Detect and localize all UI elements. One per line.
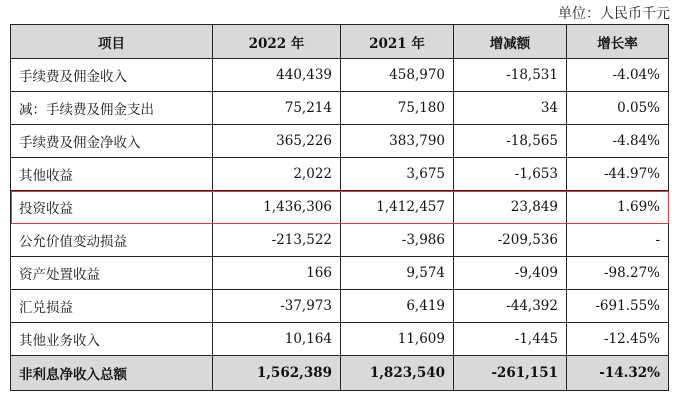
row-2022: 10,164: [213, 323, 341, 356]
row-item: 汇兑损益: [11, 290, 213, 323]
row-item: 其他业务收入: [11, 323, 213, 356]
row-rate: -44.97%: [567, 158, 669, 191]
row-change: -44,392: [454, 290, 567, 323]
row-change: -1,653: [454, 158, 567, 191]
header-change: 增减额: [454, 25, 567, 59]
row-2021: 11,609: [341, 323, 454, 356]
row-item: 投资收益: [11, 191, 213, 224]
row-item: 减：手续费及佣金支出: [11, 92, 213, 125]
financial-table: [10, 24, 669, 391]
row-item: 其他收益: [11, 158, 213, 191]
row-2022: 2,022: [213, 158, 341, 191]
row-change: -18,565: [454, 125, 567, 158]
row-2022: 440,439: [213, 59, 341, 92]
table-row: [11, 125, 669, 158]
row-2021: 1,412,457: [341, 191, 454, 224]
row-rate: -12.45%: [567, 323, 669, 356]
row-rate: -4.84%: [567, 125, 669, 158]
row-change: -1,445: [454, 323, 567, 356]
total-change: -261,151: [454, 356, 567, 391]
row-2022: 365,226: [213, 125, 341, 158]
row-rate: -4.04%: [567, 59, 669, 92]
row-rate: 1.69%: [567, 191, 669, 224]
row-item: 资产处置收益: [11, 257, 213, 290]
row-2021: 458,970: [341, 59, 454, 92]
total-rate: -14.32%: [567, 356, 669, 391]
row-2022: -37,973: [213, 290, 341, 323]
header-rate: 增长率: [567, 25, 669, 59]
row-change: 34: [454, 92, 567, 125]
table-row: [11, 59, 669, 92]
row-2021: 9,574: [341, 257, 454, 290]
row-2022: -213,522: [213, 224, 341, 257]
table-row: [11, 158, 669, 191]
table-total-row: [11, 356, 669, 391]
row-2022: 1,436,306: [213, 191, 341, 224]
row-2021: 3,675: [341, 158, 454, 191]
row-item: 公允价值变动损益: [11, 224, 213, 257]
row-rate: -691.55%: [567, 290, 669, 323]
row-change: 23,849: [454, 191, 567, 224]
unit-label: 单位：人民币千元: [558, 6, 670, 22]
table-row: [11, 257, 669, 290]
header-item: 项目: [11, 25, 213, 59]
row-2022: 75,214: [213, 92, 341, 125]
table-row: [11, 290, 669, 323]
table-row: [11, 92, 669, 125]
header-2022: 2022 年: [213, 25, 341, 59]
total-item: 非利息净收入总额: [11, 356, 213, 391]
row-rate: -: [567, 224, 669, 257]
row-change: -209,536: [454, 224, 567, 257]
table-row: [11, 224, 669, 257]
header-2021: 2021 年: [341, 25, 454, 59]
row-rate: 0.05%: [567, 92, 669, 125]
row-2022: 166: [213, 257, 341, 290]
row-2021: 75,180: [341, 92, 454, 125]
total-2022: 1,562,389: [213, 356, 341, 391]
row-2021: -3,986: [341, 224, 454, 257]
row-item: 手续费及佣金净收入: [11, 125, 213, 158]
row-change: -9,409: [454, 257, 567, 290]
row-2021: 383,790: [341, 125, 454, 158]
row-2021: 6,419: [341, 290, 454, 323]
row-rate: -98.27%: [567, 257, 669, 290]
table-row: [11, 323, 669, 356]
table-header-row: [11, 25, 669, 59]
row-item: 手续费及佣金收入: [11, 59, 213, 92]
total-2021: 1,823,540: [341, 356, 454, 391]
table-row-highlighted: [11, 191, 669, 224]
row-change: -18,531: [454, 59, 567, 92]
